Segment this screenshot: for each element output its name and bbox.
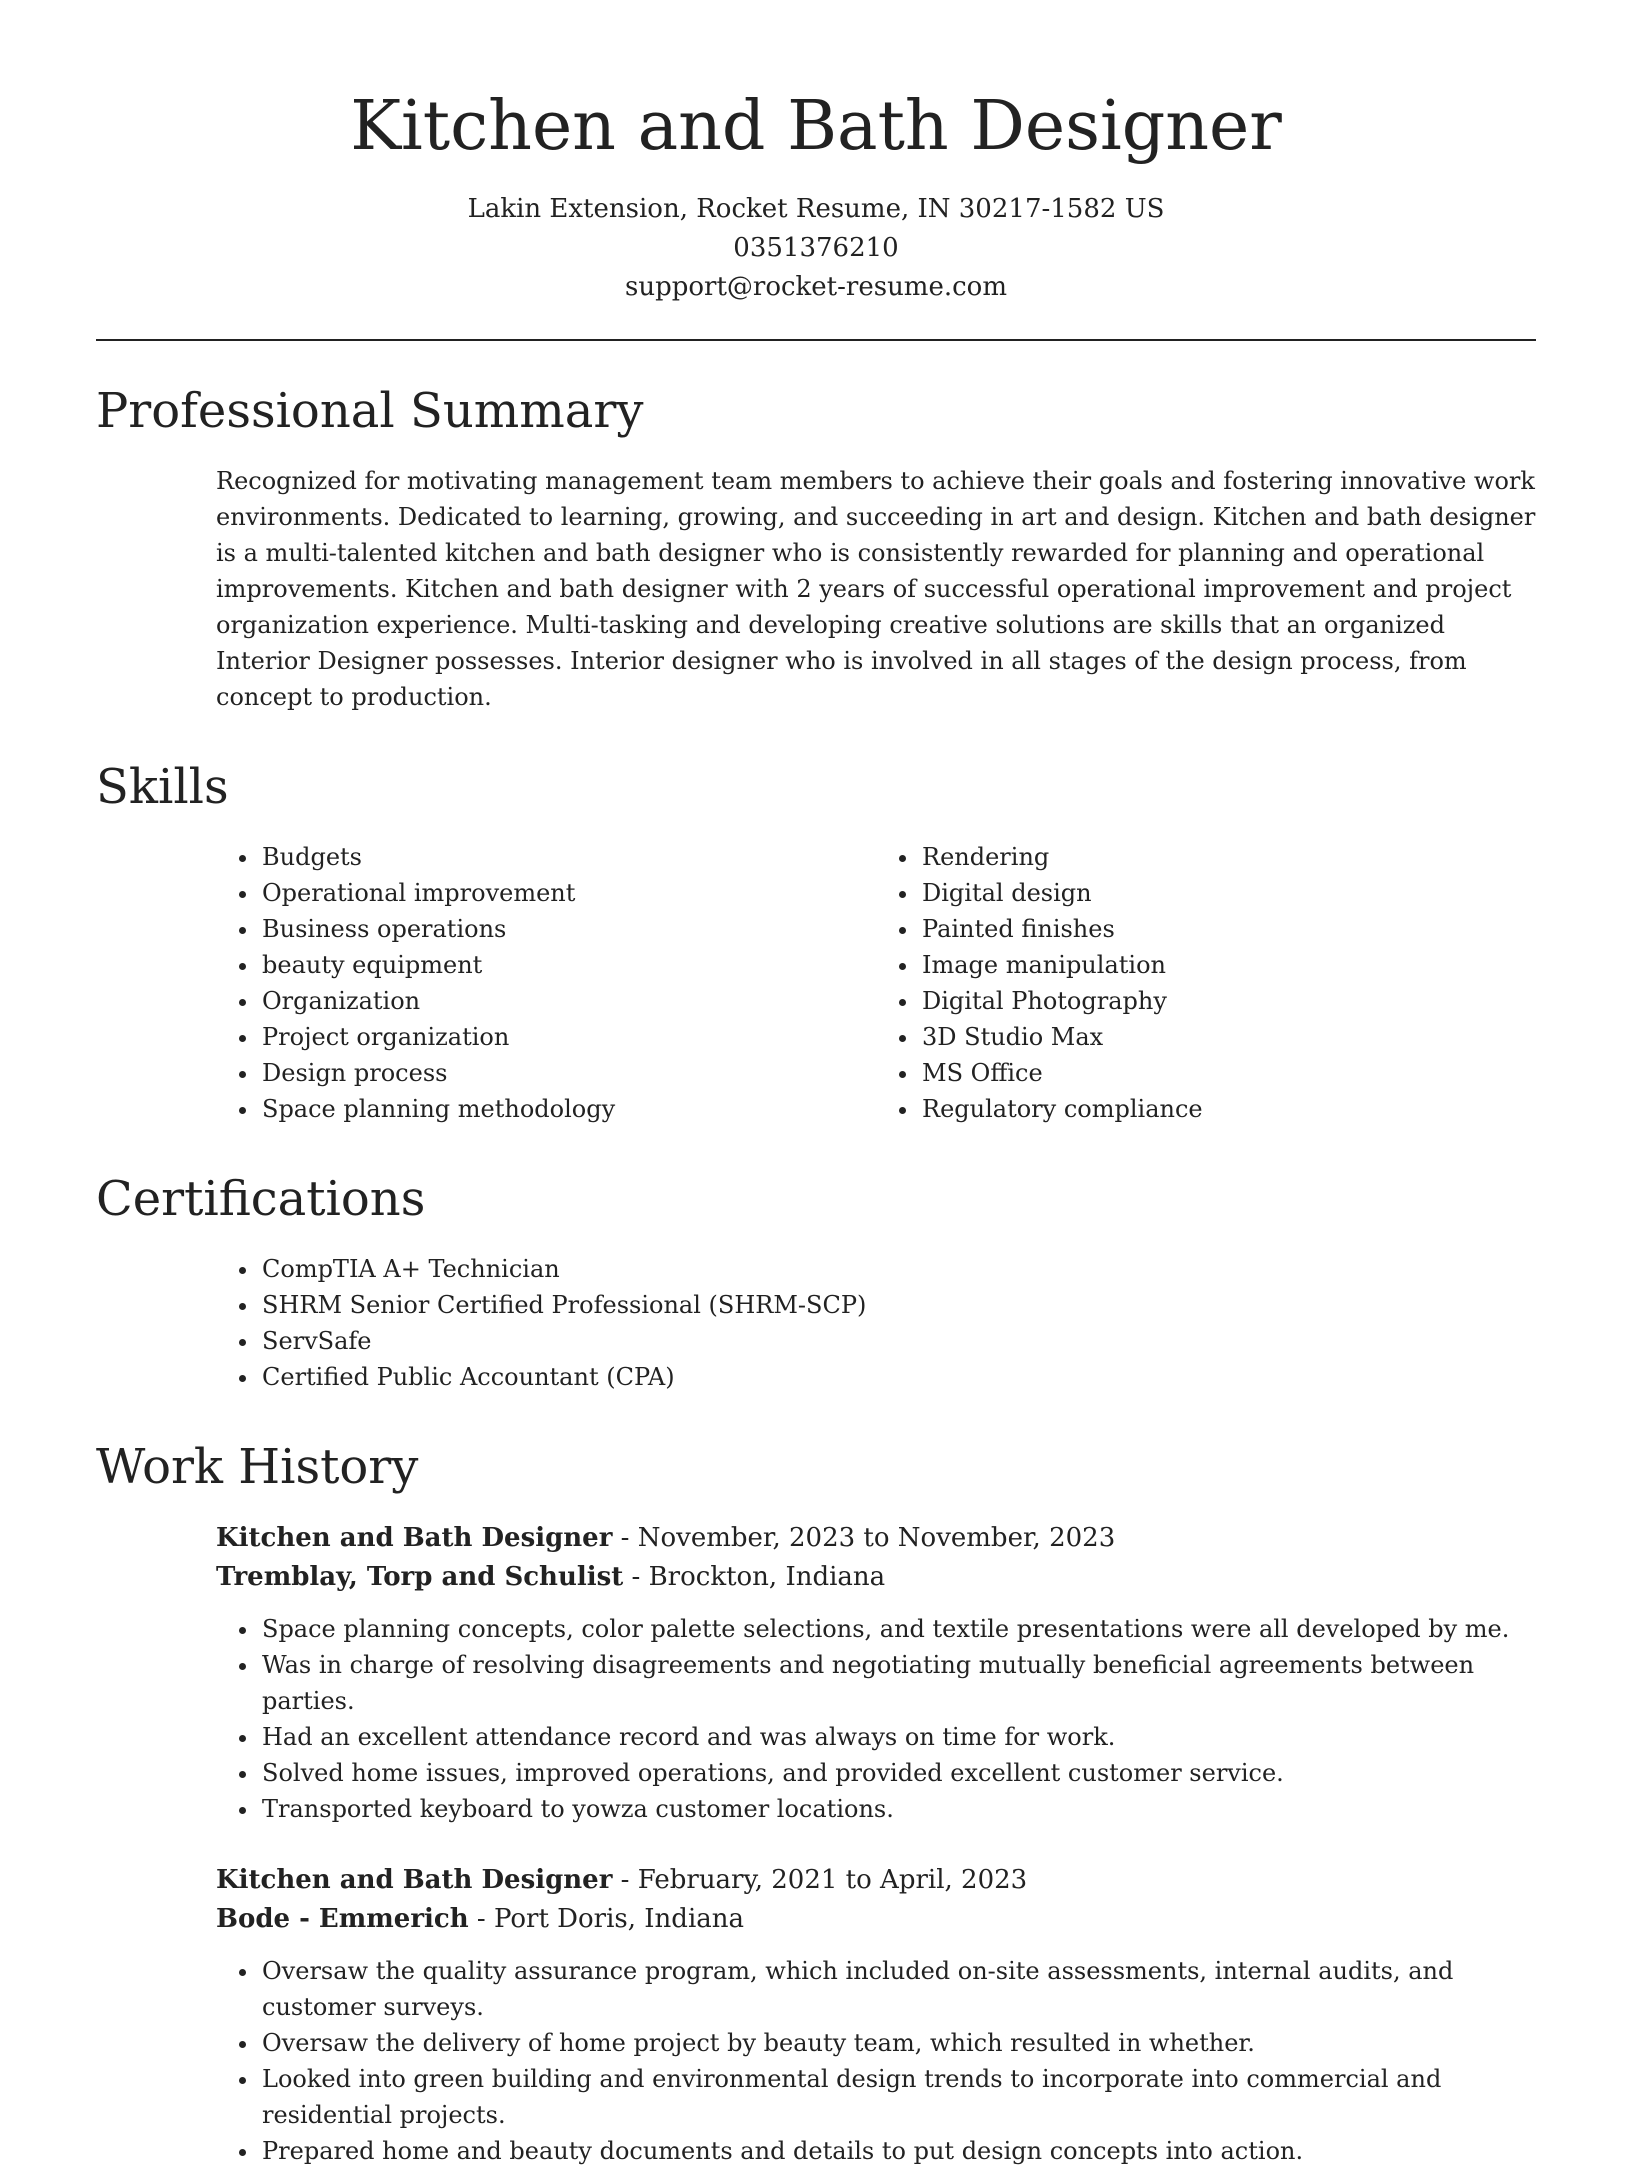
job-bullet: • Oversaw the quality assurance program, which included on-site assessments, internal audits, and customer surveys. — [260, 1953, 1536, 2025]
skill-item: • Business operations — [260, 911, 876, 947]
summary-heading: Professional Summary — [96, 383, 644, 439]
skill-item: • 3D Studio Max — [920, 1019, 1536, 1055]
skills-columns — [216, 839, 1536, 1127]
skill-item: • Operational improvement — [260, 875, 876, 911]
job-location: - Brockton, Indiana — [623, 1562, 886, 1592]
job-bullets — [216, 1611, 1536, 1827]
certifications-heading: Certifications — [96, 1171, 426, 1227]
job-entry — [216, 1519, 1536, 1827]
job-company: Bode - Emmerich — [216, 1904, 469, 1934]
job-bullet: • Solved home issues, improved operations, and provided excellent customer service. — [260, 1755, 1536, 1791]
job-bullet: • Had an excellent attendance record and was always on time for work. — [260, 1719, 1536, 1755]
job-bullet: • Was in charge of resolving disagreements and negotiating mutually beneficial agreements between parties. — [260, 1647, 1536, 1719]
job-bullet: • Space planning concepts, color palette selections, and textile presentations were all developed by me. — [260, 1611, 1536, 1647]
email: support@rocket-resume.com — [624, 272, 1007, 302]
job-entry — [216, 1861, 1536, 2169]
skills-list-right — [876, 839, 1536, 1127]
skill-item: • Design process — [260, 1055, 876, 1091]
work-history-heading: Work History — [96, 1439, 419, 1495]
skill-item: • Digital design — [920, 875, 1536, 911]
certification-item: • SHRM Senior Certified Professional (SHRM-SCP) — [260, 1287, 1536, 1323]
job-bullets — [216, 1953, 1536, 2169]
summary-text: Recognized for motivating management team members to achieve their goals and fostering innovative work environments. Dedicated to learning, growing, and succeeding in art and design. Kitchen and bath designer is a multi-talented kitchen and bath designer who is consistently rewarded for planning and operational improvements. Kitchen and bath designer with 2 years of successful operational improvement and project organization experience. Multi-tasking and developing creative solutions are skills that an organized Interior Designer possesses. Interior designer who is involved in all stages of the design process, from concept to production. — [216, 467, 1536, 711]
certification-item: • CompTIA A+ Technician — [260, 1251, 1536, 1287]
certification-item: • ServSafe — [260, 1323, 1536, 1359]
phone: 0351376210 — [733, 233, 899, 263]
skills-section — [96, 757, 1536, 1127]
job-company-line — [216, 1558, 1536, 1597]
summary-section — [96, 381, 1536, 715]
job-company-line — [216, 1900, 1536, 1939]
job-title-line — [216, 1861, 1536, 1900]
skill-item: • Space planning methodology — [260, 1091, 876, 1127]
job-location: - Port Doris, Indiana — [468, 1904, 745, 1934]
skill-item: • Rendering — [920, 839, 1536, 875]
skill-item: • Painted finishes — [920, 911, 1536, 947]
skills-heading: Skills — [96, 759, 229, 815]
skill-item: • Image manipulation — [920, 947, 1536, 983]
job-bullet: • Oversaw the delivery of home project by beauty team, which resulted in whether. — [260, 2025, 1536, 2061]
job-company: Tremblay, Torp and Schulist — [216, 1562, 624, 1592]
skill-item: • Project organization — [260, 1019, 876, 1055]
skill-item: • Organization — [260, 983, 876, 1019]
candidate-title: Kitchen and Bath Designer — [350, 87, 1282, 166]
job-bullet: • Prepared home and beauty documents and details to put design concepts into action. — [260, 2133, 1536, 2169]
header-divider — [96, 339, 1536, 341]
work-history-section — [96, 1437, 1536, 2169]
skill-item: • Budgets — [260, 839, 876, 875]
job-title-line — [216, 1519, 1536, 1558]
skills-list-left — [216, 839, 876, 1127]
contact-info — [96, 190, 1536, 307]
resume-page — [96, 0, 1536, 2169]
skill-item: • Digital Photography — [920, 983, 1536, 1019]
job-role: Kitchen and Bath Designer — [216, 1523, 613, 1553]
job-dates: - February, 2021 to April, 2023 — [612, 1865, 1028, 1895]
certification-item: • Certified Public Accountant (CPA) — [260, 1359, 1536, 1395]
job-dates: - November, 2023 to November, 2023 — [612, 1523, 1116, 1553]
job-role: Kitchen and Bath Designer — [216, 1865, 613, 1895]
address: Lakin Extension, Rocket Resume, IN 30217-1582 US — [467, 194, 1165, 224]
job-bullet: • Transported keyboard to yowza customer locations. — [260, 1791, 1536, 1827]
certifications-section — [96, 1169, 1536, 1395]
skill-item: • MS Office — [920, 1055, 1536, 1091]
skill-item: • beauty equipment — [260, 947, 876, 983]
skill-item: • Regulatory compliance — [920, 1091, 1536, 1127]
certifications-list — [216, 1251, 1536, 1395]
job-bullet: • Looked into green building and environmental design trends to incorporate into commercial and residential projects. — [260, 2061, 1536, 2133]
resume-header — [96, 0, 1536, 307]
